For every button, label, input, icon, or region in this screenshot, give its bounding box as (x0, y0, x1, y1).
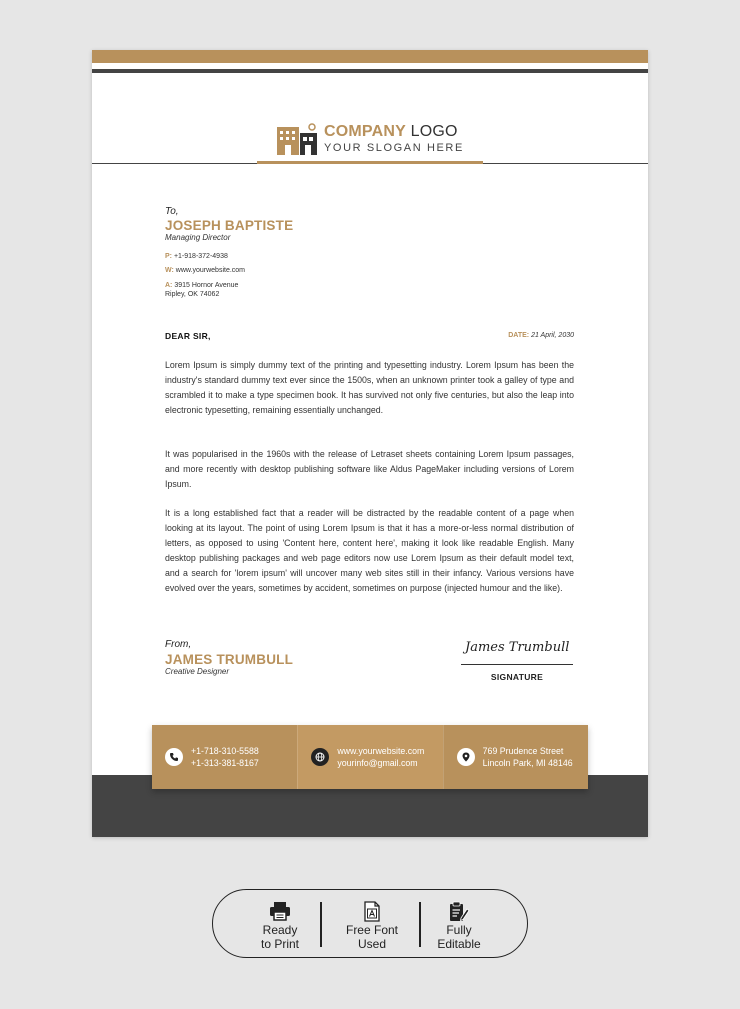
company-logo (276, 122, 476, 158)
phone-value: +1-918-372-4938 (173, 253, 228, 260)
feature-3-line1: Fully (446, 923, 472, 937)
recipient-address-line2: Ripley, OK 74062 (165, 291, 220, 298)
to-label: To, (165, 206, 179, 217)
building-logo-icon (276, 122, 320, 156)
recipient-address (165, 281, 238, 290)
footer-address-cell (443, 725, 588, 789)
recipient-phone (165, 252, 228, 261)
letterhead-page (92, 50, 648, 837)
font-file-icon (363, 901, 381, 922)
body-paragraph-2: It was popularised in the 1960s with the release of Letraset sheets containing Lorem Ipsum passages, and more recently with desktop publishing software like Aldus PageMaker including versions of Lorem Ipsum. (165, 449, 574, 489)
salutation: DEAR SIR, (165, 331, 211, 341)
footer-contact-bar (152, 725, 588, 789)
header-rule-accent (257, 161, 483, 164)
location-pin-icon (457, 748, 475, 766)
sender-name: JAMES TRUMBULL (165, 652, 294, 667)
footer-web-cell (297, 725, 442, 789)
feature-1-line1: Ready (262, 923, 298, 937)
footer-address-2: Lincoln Park, MI 48146 (482, 758, 573, 768)
sender-title: Creative Designer (165, 667, 230, 676)
letter-date (508, 332, 574, 339)
feature-2-line1: Free Font (345, 923, 399, 937)
footer-phone-2: +1-313-381-8167 (191, 758, 259, 768)
footer-address-1: 769 Prudence Street (482, 746, 564, 756)
globe-icon (311, 748, 329, 766)
signature-script: James Trumbull (465, 640, 570, 655)
top-dark-line (92, 69, 648, 73)
date-value: 21 April, 2030 (531, 332, 574, 339)
footer-phone-1: +1-718-310-5588 (191, 746, 259, 756)
feature-ready-to-print (227, 890, 333, 959)
web-label: W: (165, 267, 174, 274)
recipient-web (165, 266, 245, 275)
signature-line (461, 664, 573, 665)
company-name-light: LOGO (410, 123, 458, 140)
feature-fully-editable (421, 890, 497, 959)
feature-free-font (322, 890, 422, 959)
footer-website: www.yourwebsite.com (337, 746, 425, 756)
date-label: DATE: (508, 332, 530, 339)
from-label: From, (165, 639, 192, 650)
address-label: A: (165, 282, 173, 289)
feature-3-line2: Editable (437, 937, 481, 951)
address-line1: 3915 Hornor Avenue (174, 282, 239, 289)
recipient-name: JOSEPH BAPTISTE (165, 218, 294, 233)
footer-email: yourinfo@gmail.com (337, 758, 418, 768)
web-value: www.yourwebsite.com (175, 267, 246, 274)
company-name (324, 123, 458, 141)
features-badge (212, 889, 528, 958)
company-name-bold: COMPANY (324, 123, 406, 140)
signature-label: SIGNATURE (490, 672, 544, 682)
footer-phone-cell (152, 725, 297, 789)
phone-icon (165, 748, 183, 766)
recipient-title: Managing Director (165, 233, 231, 242)
body-paragraph-3: It is a long established fact that a reader will be distracted by the readable content of a page when looking at its layout. The point of using Lorem Ipsum is that it has a more-or-less normal distribution of letters, as opposed to using 'Content here, content here', making it look like readable English. Many desktop publishing packages and web page editors now use Lorem Ipsum as their default model text, and a search for 'lorem ipsum' will uncover many web sites still in their infancy. Various versions have evolved over the years, sometimes by accident, sometimes on purpose (injected humour and the like). (165, 508, 574, 593)
body-paragraph-1: Lorem Ipsum is simply dummy text of the printing and typesetting industry. Lorem Ipsum has been the industry's standard dummy text ever since the 1500s, when an unknown printer took a galley of type and scrambled it to make a type specimen book. It has survived not only five centuries, but also the leap into electronic typesetting, remaining essentially unchanged. (165, 360, 574, 415)
phone-label: P: (165, 253, 172, 260)
top-accent-band (92, 50, 648, 63)
feature-1-line2: to Print (260, 937, 299, 951)
company-slogan: YOUR SLOGAN HERE (324, 142, 464, 154)
printer-icon (269, 901, 291, 921)
feature-2-line2: Used (357, 937, 386, 951)
edit-clipboard-icon (448, 901, 470, 922)
